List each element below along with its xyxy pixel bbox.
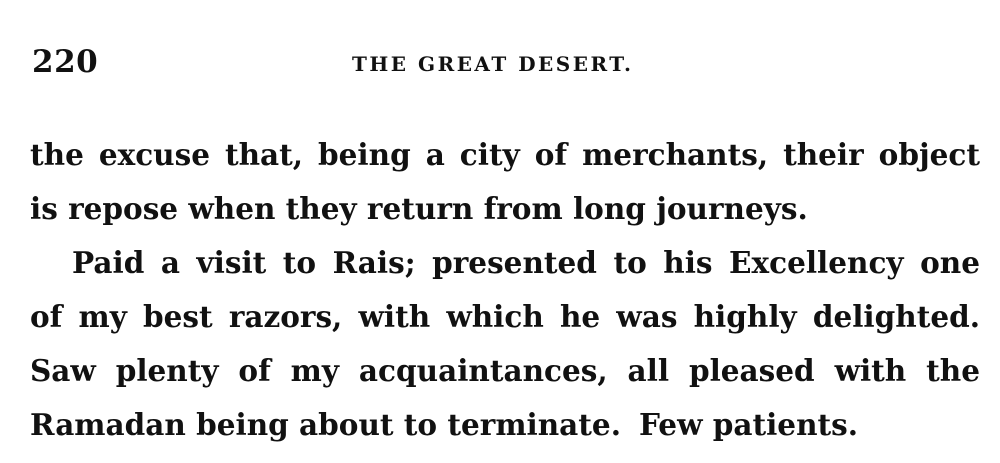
text-line: the excuse that, being a city of merchants, their object: [30, 137, 980, 172]
running-head: THE GREAT DESERT.: [352, 52, 634, 76]
text-line: Saw plenty of my acquaintances, all pleased with the: [30, 353, 980, 388]
body-text: [30, 128, 980, 452]
text-line: is repose when they return from long journeys.: [30, 191, 808, 226]
text-sentence: Ramadan being about to terminate.: [30, 407, 621, 442]
text-line: of my best razors, with which he was highly delighted.: [30, 299, 980, 334]
page-number: 220: [32, 44, 99, 80]
text-line: Paid a visit to Rais; presented to his Excellency one: [72, 245, 980, 280]
text-sentence: Few patients.: [638, 407, 859, 442]
text-line-last: [30, 398, 980, 452]
page-header: [32, 44, 972, 84]
